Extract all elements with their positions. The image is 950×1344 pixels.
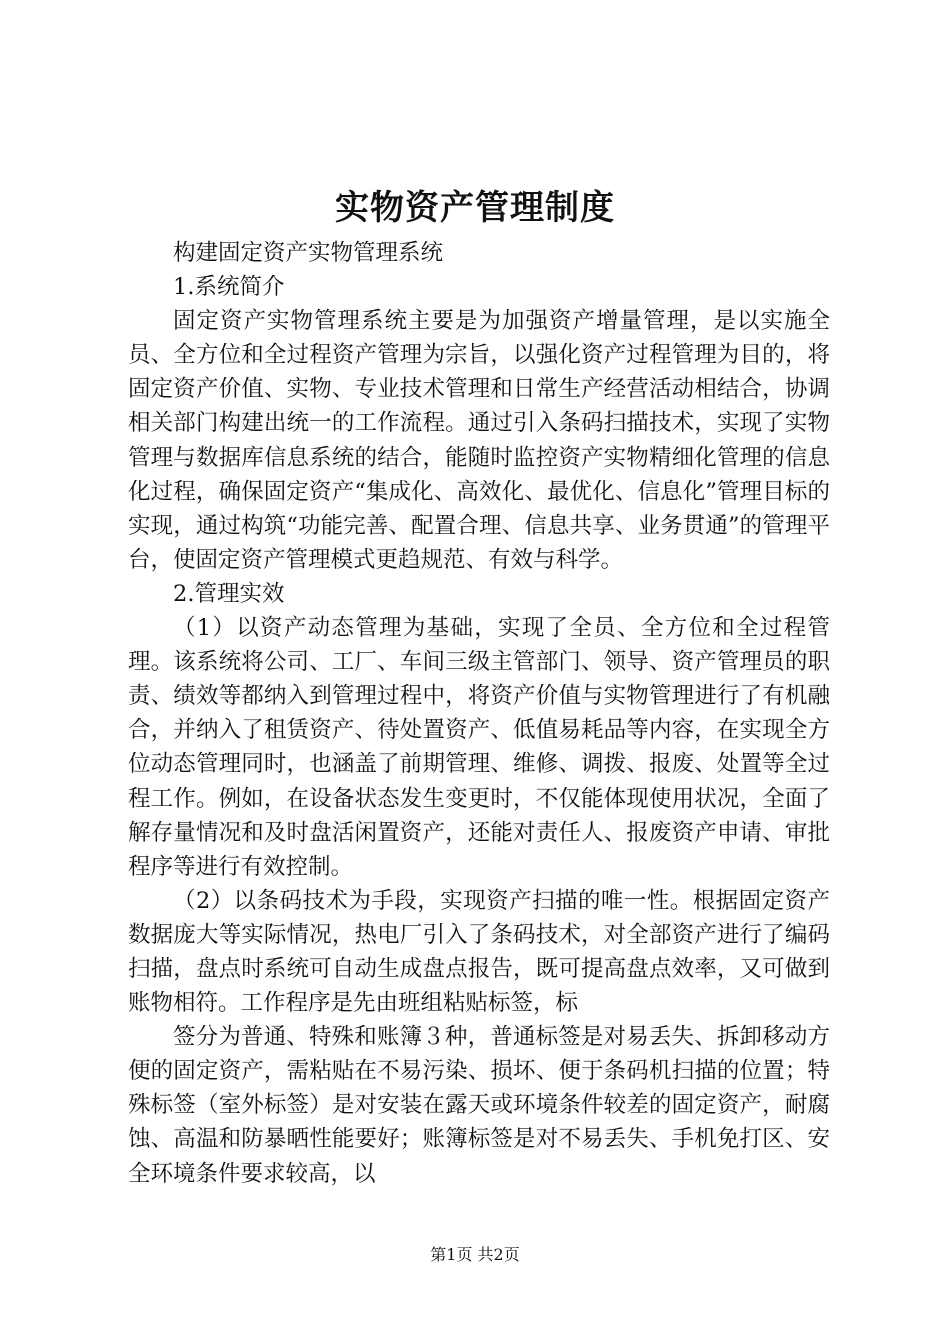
document-title: 实物资产管理制度	[335, 188, 615, 228]
paragraph-item-1: （1）以资产动态管理为基础，实现了全员、全方位和全过程管理。该系统将公司、工厂、车间三级主管部门、领导、资产管理员的职责、绩效等都纳入到管理过程中，将资产价值与实物管理进行了有机融合，并纳入了租赁资产、待处置资产、低值易耗品等内容，在实现全方位动态管理同时，也涵盖了前期管理、维修、调拨、报废、处置等全过程工作。例如，在设备状态发生变更时，不仅能体现使用状况，全面了解存量情况和及时盘活闲置资产，还能对责任人、报废资产申请、审批程序等进行有效控制。	[128, 615, 830, 880]
section-heading-1: 1.系统简介	[173, 274, 285, 301]
page-number-footer: 第1页 共2页	[430, 1245, 520, 1264]
paragraph-system-intro: 固定资产实物管理系统主要是为加强资产增量管理，是以实施全员、全方位和全过程资产管理为宗旨，以强化资产过程管理为目的，将固定资产价值、实物、专业技术管理和日常生产经营活动相结合，协调相关部门构建出统一的工作流程。通过引入条码扫描技术，实现了实物管理与数据库信息系统的结合，能随时监控资产实物精细化管理的信息化过程，确保固定资产“集成化、高效化、最优化、信息化”管理目标的实现，通过构筑“功能完善、配置合理、信息共享、业务贯通”的管理平台，使固定资产管理模式更趋规范、有效与科学。	[128, 308, 830, 573]
paragraph-item-2: （2）以条码技术为手段，实现资产扫描的唯一性。根据固定资产数据庞大等实际情况，热电厂引入了条码技术，对全部资产进行了编码扫描，盘点时系统可自动生成盘点报告，既可提高盘点效率，又可做到账物相符。工作程序是先由班组粘贴标签，标	[128, 887, 830, 1017]
document-body	[128, 236, 830, 1191]
paragraph-labels: 签分为普通、特殊和账簿３种，普通标签是对易丢失、拆卸移动方便的固定资产，需粘贴在不易污染、损坏、便于条码机扫描的位置；特殊标签（室外标签）是对安装在露天或环境条件较差的固定资产，耐腐蚀、高温和防暴晒性能要好；账簿标签是对不易丢失、手机免打区、安全环境条件要求较高，以	[128, 1024, 830, 1187]
section-heading-2: 2.管理实效	[173, 580, 285, 607]
subtitle-line: 构建固定资产实物管理系统	[173, 240, 444, 266]
